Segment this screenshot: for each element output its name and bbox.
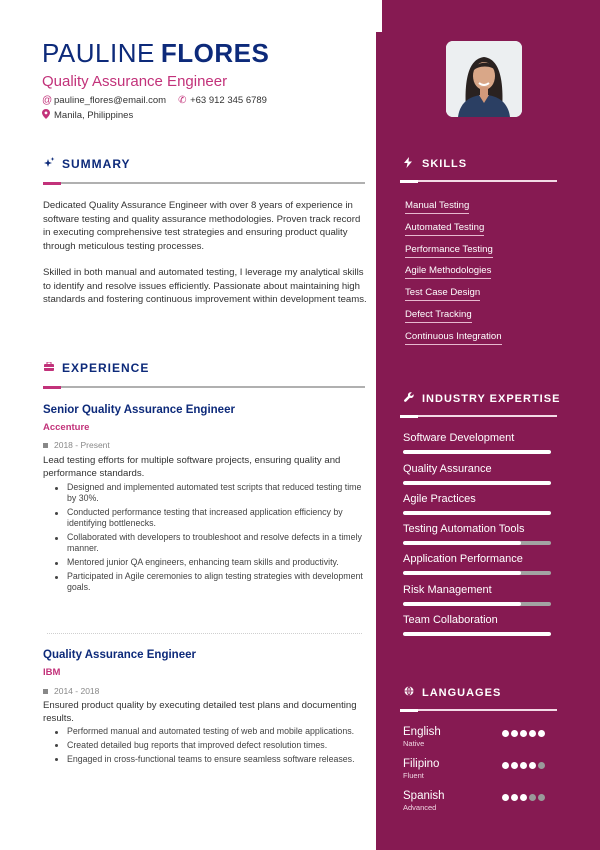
expertise-level-fill: [403, 571, 521, 575]
skill-item: Test Case Design: [405, 287, 480, 301]
rating-dot-empty: [529, 794, 536, 801]
location-row: [42, 109, 133, 122]
wrench-icon: [404, 392, 422, 405]
expertise-label: Agile Practices: [403, 493, 476, 505]
lightning-icon: [404, 157, 422, 171]
expertise-label: Risk Management: [403, 584, 492, 596]
language-level: Native: [403, 739, 425, 748]
expertise-level-fill: [403, 541, 521, 545]
expertise-item: [403, 463, 553, 485]
experience-heading: [44, 361, 149, 375]
briefcase-icon: [44, 362, 62, 374]
rating-dot-filled: [520, 794, 527, 801]
rating-dot-filled: [502, 730, 509, 737]
email-link[interactable]: pauline_flores@email.com: [54, 95, 167, 106]
skills-heading-text: SKILLS: [422, 158, 468, 170]
skills-heading: [404, 157, 467, 171]
language-level: Fluent: [403, 771, 424, 780]
rating-dot-filled: [520, 762, 527, 769]
expertise-label: Team Collaboration: [403, 614, 498, 626]
language-item: [403, 758, 573, 780]
summary-heading-text: SUMMARY: [62, 157, 131, 171]
expertise-level-bar: [403, 602, 551, 606]
job-separator: [47, 633, 362, 634]
rating-dot-filled: [511, 762, 518, 769]
job-2-bullets: [55, 726, 370, 767]
expertise-label: Quality Assurance: [403, 463, 492, 475]
at-icon: @: [42, 95, 53, 106]
language-level: Advanced: [403, 803, 437, 812]
calendar-icon: [43, 443, 48, 448]
expertise-level-fill: [403, 602, 521, 606]
expertise-level-bar: [403, 511, 551, 515]
first-name: PAULINE: [42, 38, 155, 68]
expertise-label: Testing Automation Tools: [403, 523, 525, 535]
bullet-item: Created detailed bug reports that improved defect resolution times.: [55, 740, 370, 751]
language-name: Filipino: [403, 758, 440, 770]
expertise-level-bar: [403, 632, 551, 636]
summary-heading: [44, 157, 131, 171]
skill-item: Performance Testing: [405, 244, 493, 258]
language-name: Spanish: [403, 790, 445, 802]
rating-dot-empty: [538, 762, 545, 769]
bullet-item: Collaborated with developers to troubleshoot and resolve defects in a timely manner.: [55, 532, 370, 555]
skill-item: Continuous Integration: [405, 331, 502, 345]
rating-dot-filled: [502, 794, 509, 801]
rating-dot-filled: [538, 730, 545, 737]
job-1-company: Accenture: [43, 422, 90, 433]
expertise-divider: [400, 415, 557, 417]
profile-photo: [446, 41, 522, 117]
bullet-item: Mentored junior QA engineers, enhancing team skills and productivity.: [55, 557, 370, 568]
job-title-heading: Quality Assurance Engineer: [42, 73, 228, 90]
job-2-dates-text: 2014 - 2018: [54, 686, 100, 696]
expertise-level-fill: [403, 632, 551, 636]
expertise-label: Application Performance: [403, 553, 523, 565]
languages-heading: [404, 686, 501, 699]
bullet-item: Engaged in cross-functional teams to ensure seamless software releases.: [55, 754, 370, 765]
expertise-item: [403, 614, 553, 636]
language-rating: [502, 794, 545, 801]
location-text: Manila, Philippines: [54, 110, 134, 121]
expertise-item: [403, 523, 553, 545]
phone-icon: ✆: [178, 95, 187, 106]
globe-icon: [404, 686, 422, 699]
rating-dot-filled: [502, 762, 509, 769]
expertise-item: [403, 493, 553, 515]
job-2-company: IBM: [43, 667, 61, 678]
languages-heading-text: LANGUAGES: [422, 686, 502, 699]
expertise-level-bar: [403, 481, 551, 485]
expertise-heading-text: INDUSTRY EXPERTISE: [422, 392, 561, 405]
job-2-description: Ensured product quality by executing detailed test plans and documenting results.: [43, 700, 357, 724]
expertise-item: [403, 432, 553, 454]
candidate-name: [42, 38, 269, 69]
skill-item: Defect Tracking: [405, 309, 472, 323]
job-1-title: Senior Quality Assurance Engineer: [43, 404, 235, 416]
language-rating: [502, 730, 545, 737]
expertise-item: [403, 584, 553, 606]
phone-number[interactable]: +63 912 345 6789: [190, 95, 267, 106]
language-item: [403, 726, 573, 748]
rating-dot-filled: [520, 730, 527, 737]
job-1-dates-text: 2018 - Present: [54, 440, 110, 450]
language-item: [403, 790, 573, 812]
skill-item: Automated Testing: [405, 222, 484, 236]
job-2-dates: [43, 686, 99, 696]
language-rating: [502, 762, 545, 769]
expertise-level-bar: [403, 450, 551, 454]
sidebar-notch: [376, 0, 382, 32]
bullet-item: Participated in Agile ceremonies to align testing strategies with development goals.: [55, 571, 370, 594]
rating-dot-filled: [529, 730, 536, 737]
expertise-level-bar: [403, 571, 551, 575]
expertise-level-bar: [403, 541, 551, 545]
rating-dot-filled: [511, 794, 518, 801]
expertise-item: [403, 553, 553, 575]
job-1-bullets: [55, 482, 370, 596]
experience-heading-text: EXPERIENCE: [62, 361, 150, 375]
job-1-description: Lead testing efforts for multiple software projects, ensuring quality and performance standards.: [43, 455, 341, 479]
map-pin-icon: [42, 109, 54, 122]
last-name: FLORES: [160, 38, 270, 68]
language-name: English: [403, 726, 441, 738]
rating-dot-filled: [511, 730, 518, 737]
sidebar: [376, 0, 600, 850]
skill-item: Agile Methodologies: [405, 265, 491, 279]
skills-divider: [400, 180, 557, 182]
job-2-title: Quality Assurance Engineer: [43, 649, 196, 661]
summary-divider: [43, 182, 365, 184]
expertise-level-fill: [403, 450, 551, 454]
calendar-icon: [43, 689, 48, 694]
sparkle-icon: [44, 157, 62, 171]
expertise-level-fill: [403, 511, 551, 515]
experience-divider: [43, 386, 365, 388]
expertise-heading: [404, 392, 560, 405]
bullet-item: Designed and implemented automated test scripts that reduced testing time by 30%.: [55, 482, 370, 505]
contact-row: [42, 95, 267, 106]
expertise-label: Software Development: [403, 432, 515, 444]
rating-dot-empty: [538, 794, 545, 801]
summary-paragraph-1: Dedicated Quality Assurance Engineer with over 8 years of experience in software testing and quality assurance methodologies. Proven track record in executing comprehensive test strategies and ensuring product quality through meticulous testing processes.: [43, 200, 361, 252]
job-1-dates: [43, 440, 110, 450]
summary-paragraph-2: Skilled in both manual and automated testing, I leverage my analytical skills to identify and resolve issues efficiently. Passionate about maintaining high standards and fostering continuous improvement within development teams.: [43, 267, 367, 305]
bullet-item: Performed manual and automated testing of web and mobile applications.: [55, 726, 370, 737]
expertise-level-fill: [403, 481, 551, 485]
bullet-item: Conducted performance testing that increased application efficiency by identifying bottlenecks.: [55, 507, 370, 530]
rating-dot-filled: [529, 762, 536, 769]
skill-item: Manual Testing: [405, 200, 469, 214]
languages-divider: [400, 709, 557, 711]
